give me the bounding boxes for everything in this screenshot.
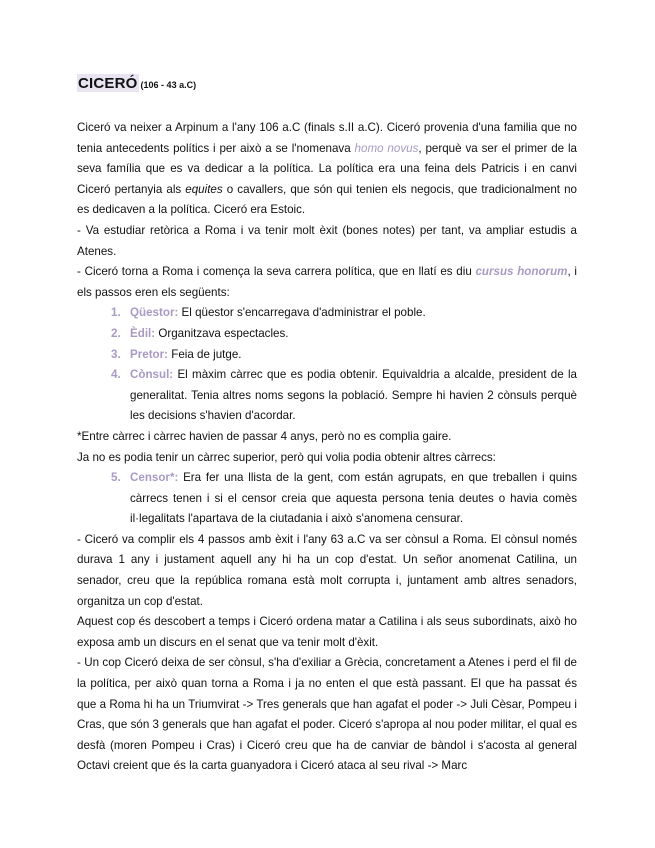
homo-novus-term: homo novus [354, 141, 419, 155]
career-text-a: - Ciceró torna a Roma i comença la seva carrera política, que en llatí es diu [77, 265, 476, 279]
list-number: 4. [111, 368, 121, 382]
list-item [93, 324, 577, 345]
step-term: Pretor: [130, 347, 169, 361]
list-item [93, 468, 577, 530]
cursus-honorum-term: cursus honorum [475, 265, 568, 279]
intro-paragraph [77, 118, 577, 221]
step-text: Organitzava espectacles. [155, 326, 289, 340]
note-paragraph-2: Ja no es podia tenir un càrrec superior, però qui volia podia obtenir altres càrrecs: [77, 450, 496, 464]
step-term: Cònsul: [130, 368, 174, 382]
list-item [93, 345, 577, 366]
list-number: 2. [111, 326, 121, 340]
equites-term: equites [185, 182, 223, 196]
step-text: El qüestor s'encarregava d'administrar el poble. [178, 306, 426, 320]
consul-paragraph: - Ciceró va complir els 4 passos amb èxit i l'any 63 a.C va ser cònsul a Roma. El cònsul només durava 1 any i justament aquell any hi ha un cop d'estat. Un señor anomenat Catilina, un senador, creu que la república romana està molt corrupta i, juntament amb altres senadors, organitza un cop d'estat. [77, 532, 577, 608]
note-paragraph: *Entre càrrec i càrrec havien de passar 4 anys, però no es complia gaire. [77, 429, 452, 443]
step-term: Èdil: [130, 326, 156, 340]
career-paragraph [77, 262, 577, 303]
list-number: 3. [111, 347, 121, 361]
catilina-paragraph: Aquest cop és descobert a temps i Ciceró ordena matar a Catilina i als seus subordinats, això ho exposa amb un discurs en el senat que va tenir molt d'èxit. [77, 615, 577, 649]
step-text: Era fer una llista de la gent, com están agrupats, en que treballen i quins càrrecs tenen i si el censor creia que aquesta persona tenia deutes o havia comès il·legalitats l'apartava de la ciutadania i això s'anomena censurar. [130, 471, 577, 526]
intro-text-c: , perquè va ser el primer de la seva família que es va dedicar a la política. La política era una feina dels Patricis i en canvi Ciceró pertanyia als [77, 141, 577, 196]
censor-list [77, 468, 577, 530]
step-term: Censor*: [130, 471, 179, 485]
list-item [93, 365, 577, 427]
document-page [77, 74, 577, 777]
title-dates: (106 - 43 a.C) [140, 80, 197, 90]
heading [77, 74, 577, 100]
step-text: Feia de jutge. [168, 347, 242, 361]
intro-text-e: o cavallers, que són qui tenien els negocis, que tradicionalment no es dedicaven a la política. Ciceró era Estoic. [77, 182, 577, 217]
step-term: Qüestor: [130, 306, 179, 320]
page-title: CICERÓ [78, 75, 138, 92]
step-text: El màxim càrrec que es podia obtenir. Equivaldria a alcalde, president de la generalitat. Tenia altres noms segons la població. Sempre hi havien 2 cònsuls perquè les decisions s'havien d'acordar. [130, 368, 577, 423]
list-item [93, 303, 577, 324]
exile-paragraph: - Un cop Ciceró deixa de ser cònsul, s'ha d'exiliar a Grècia, concretament a Atenes i perd el fil de la política, per això quan torna a Roma i ja no enten el que està passant. El que ha passat és que a Roma hi ha un Triumvirat -> Tres generals que han agafat el poder -> Juli Cèsar, Pompeu i Cras, que són 3 generals que han agafat el poder. Ciceró s'apropa al nou poder militar, el qual es desfà (moren Pompeu i Cras) i Ciceró creu que ha de canviar de bàndol i s'acosta al general Octavi creient que és la carta guanyadora i Ciceró ataca al seu rival -> Marc [77, 656, 577, 773]
studies-paragraph: - Va estudiar retòrica a Roma i va tenir molt èxit (bones notes) per tant, va ampliar estudis a Atenes. [77, 223, 577, 258]
career-text-c: , i els passos eren els següents: [77, 265, 577, 299]
intro-text-a: Ciceró va neixer a Arpinum a l'any 106 a.C (finals s.II a.C). Ciceró provenia d'una familia que no tenia antecedents polítics i per això a se l'nomenava [77, 121, 577, 155]
cursus-steps-list [77, 303, 577, 427]
list-number: 1. [111, 306, 121, 320]
document-body [77, 118, 577, 777]
list-number: 5. [111, 471, 121, 485]
